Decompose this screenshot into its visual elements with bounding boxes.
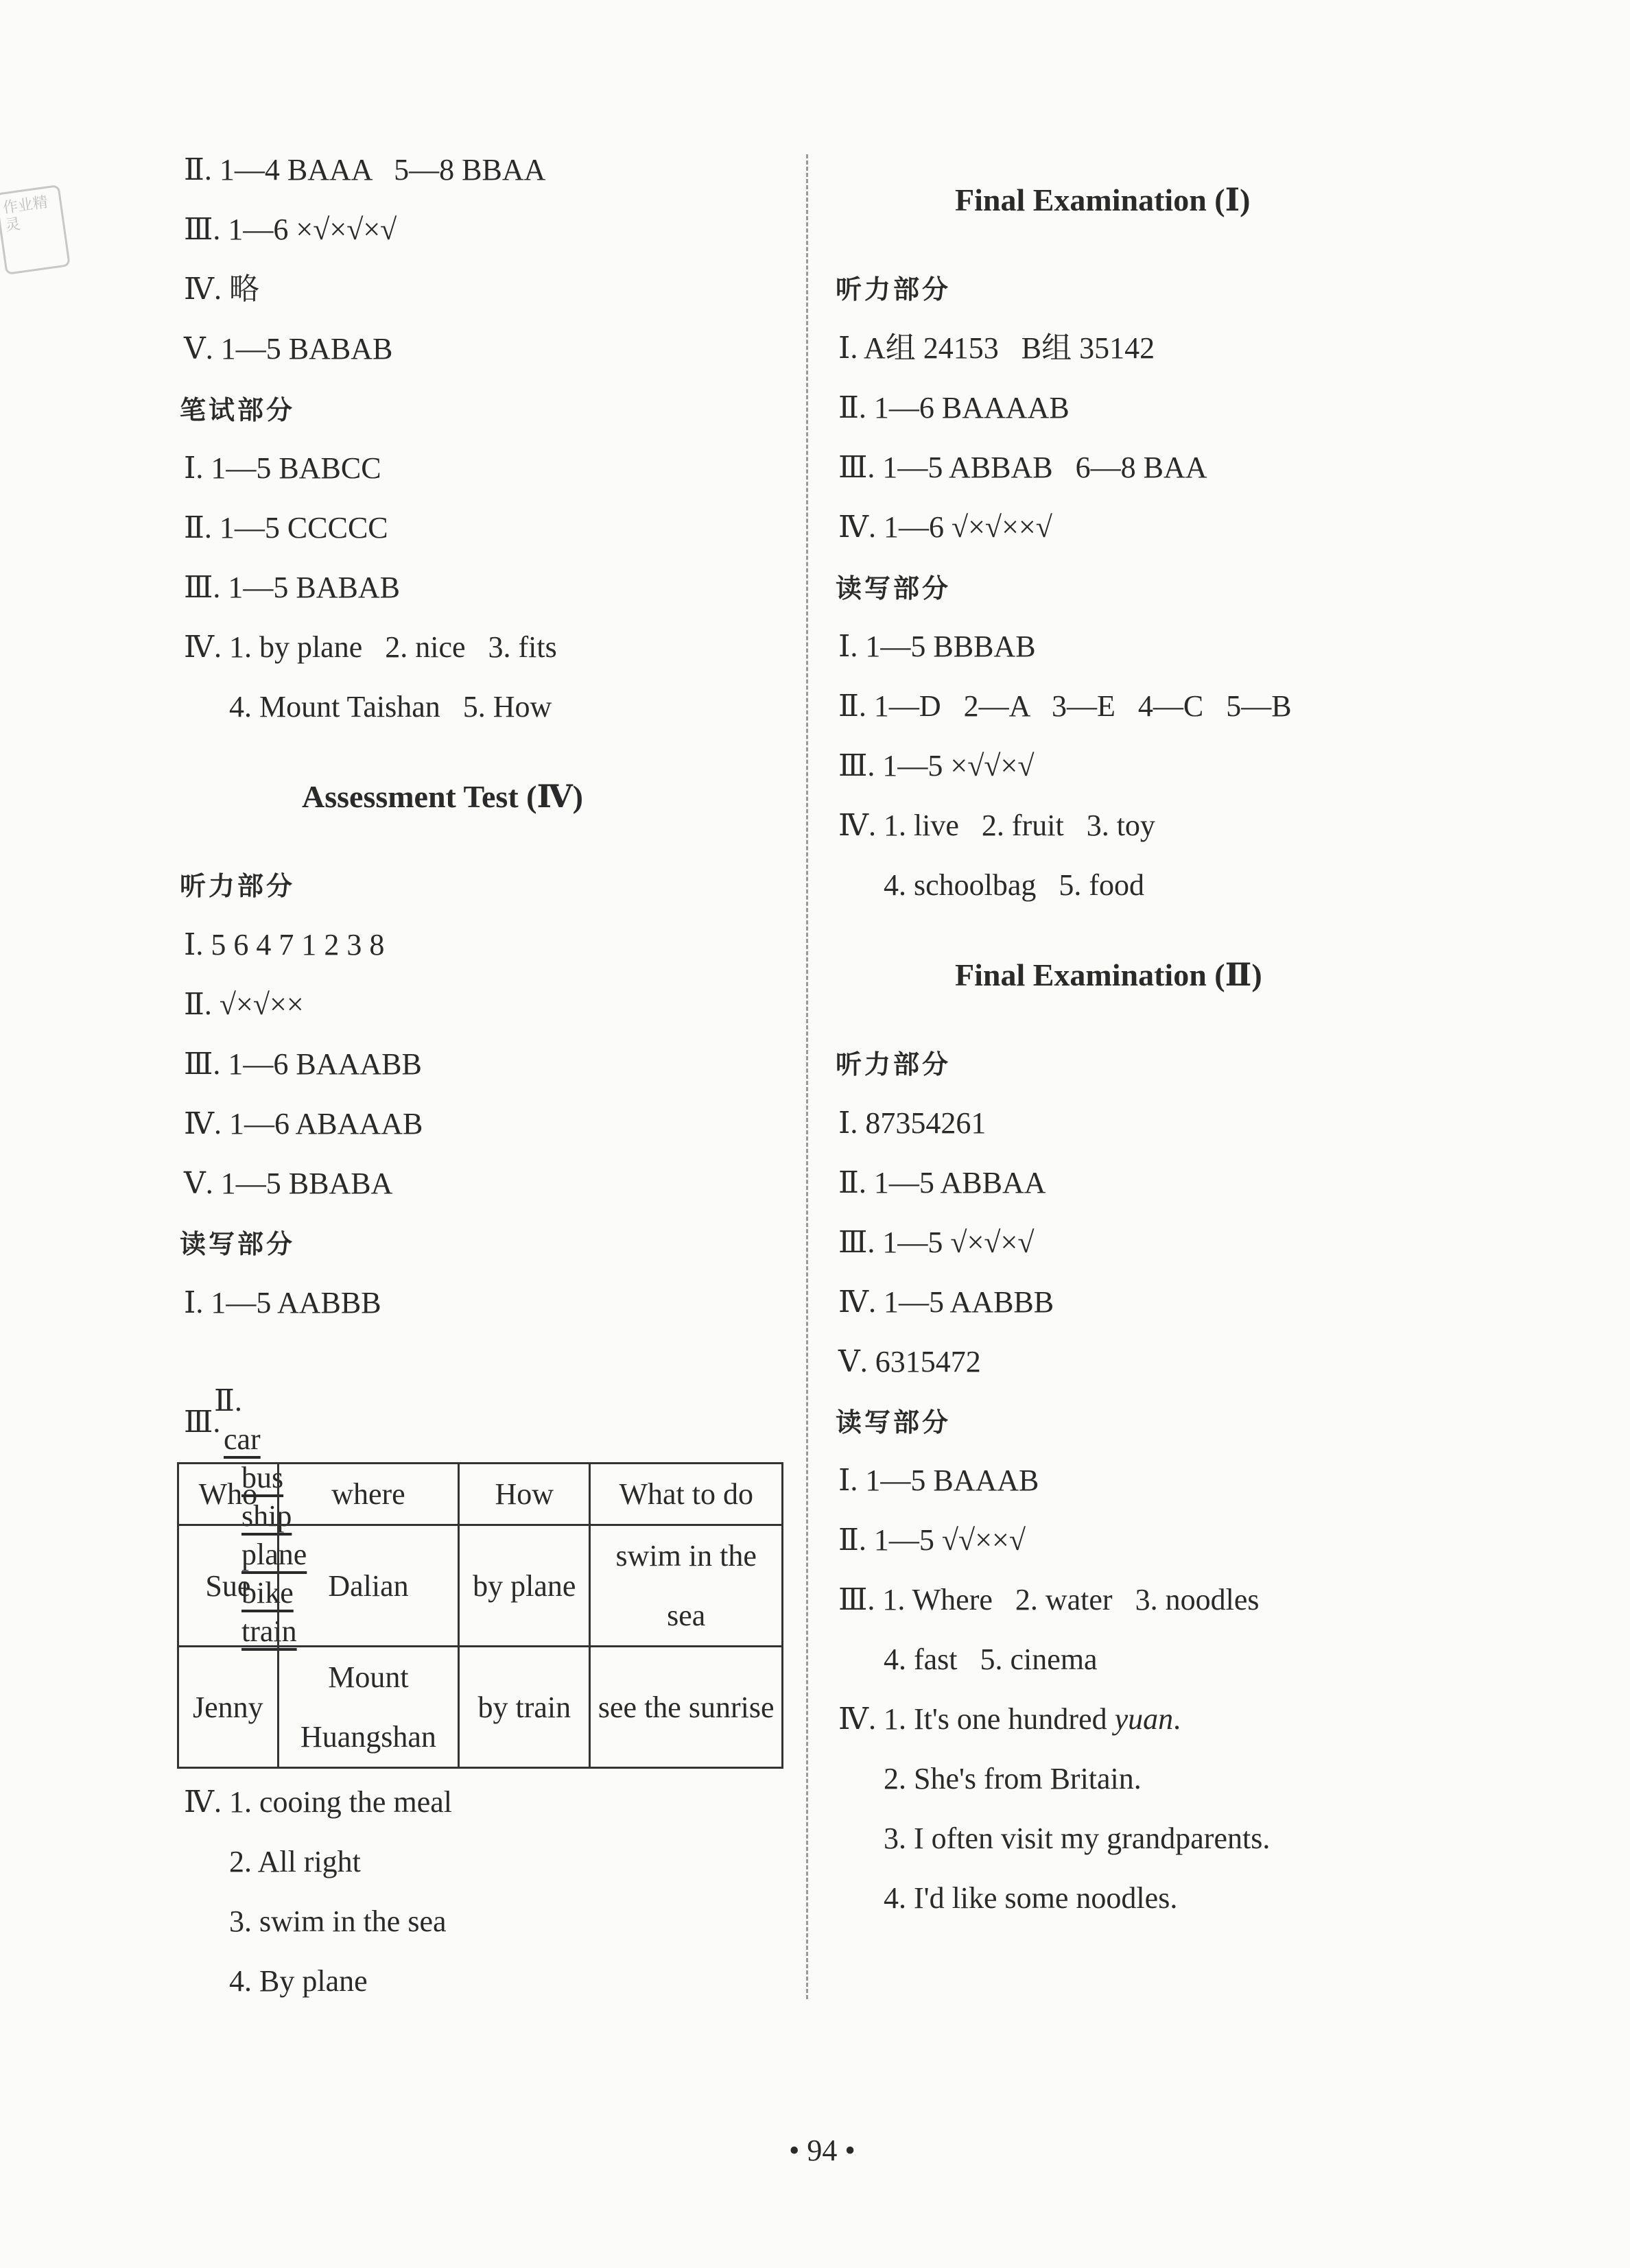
vocab-word: train [241, 1614, 297, 1648]
answer-line: Ⅰ. 87354261 [838, 1106, 987, 1140]
table-header: where [278, 1464, 458, 1525]
table-cell: by plane [459, 1525, 590, 1647]
stamp-watermark: 作业精灵 [0, 184, 71, 275]
answer-line: 2. All right [184, 1845, 361, 1878]
section-heading: 听力部分 [836, 274, 952, 305]
table-cell: Jenny [178, 1647, 279, 1768]
table-header: How [459, 1464, 590, 1525]
vocab-word: ship [241, 1499, 292, 1533]
answer-line: Ⅴ. 1—5 BABAB [184, 332, 393, 366]
table-cell: swim in the sea [590, 1525, 783, 1647]
answer-line: 2. She's from Britain. [838, 1762, 1142, 1795]
table-header: What to do [590, 1464, 783, 1525]
answer-line: 4. I'd like some noodles. [838, 1881, 1178, 1915]
answer-line: Ⅲ. 1—5 ABBAB 6—8 BAA [838, 451, 1207, 484]
table-cell: see the sunrise [590, 1647, 783, 1768]
answer-line: Ⅱ. 1—D 2—A 3—E 4—C 5—B [838, 689, 1292, 723]
vocab-word: bike [241, 1576, 294, 1610]
answer-line: 4. fast 5. cinema [838, 1643, 1098, 1676]
table-cell: Mount Huangshan [278, 1647, 458, 1768]
section-heading: 听力部分 [180, 871, 296, 901]
vocab-word: plane [241, 1538, 307, 1571]
answer-line: Ⅱ. 1—6 BAAAAB [838, 391, 1070, 425]
answer-line: Ⅱ. 1—5 CCCCC [184, 511, 388, 545]
section-heading: 读写部分 [836, 573, 952, 604]
answer-line: Ⅱ. 1—5 ABBAA [838, 1166, 1046, 1199]
answer-line: Ⅳ. 略 [184, 272, 259, 306]
answer-line: Ⅰ. A组 24153 B组 35142 [838, 331, 1155, 365]
vocab-word: bus [241, 1461, 284, 1494]
table-cell: Dalian [278, 1525, 458, 1647]
answer-line: Ⅳ. 1. cooing the meal [184, 1785, 452, 1819]
table-cell: Sue [178, 1525, 279, 1647]
answer-suffix: . [1173, 1702, 1181, 1736]
answer-line: 3. swim in the sea [184, 1905, 447, 1938]
line-prefix: Ⅱ. [214, 1384, 242, 1418]
answer-prefix: Ⅳ. 1. It's one hundred [838, 1702, 1115, 1736]
answer-line: Ⅳ. 1. by plane 2. nice 3. fits [184, 630, 557, 664]
answer-line: Ⅳ. 1—6 ABAAAB [184, 1107, 423, 1141]
answer-line: Ⅰ. 1—5 AABBB [184, 1286, 381, 1320]
test-title: Final Examination (Ⅱ) [955, 957, 1262, 992]
answer-table [177, 1462, 783, 1769]
answer-line: Ⅴ. 1—5 BBABA [184, 1167, 393, 1200]
answer-line: Ⅰ. 5 6 4 7 1 2 3 8 [184, 928, 385, 962]
table-header-row [178, 1464, 783, 1525]
answer-line: 3. I often visit my grandparents. [838, 1822, 1271, 1855]
answer-line: Ⅰ. 1—5 BABCC [184, 451, 381, 485]
answer-line: Ⅲ. [184, 1405, 221, 1439]
answer-line: Ⅲ. 1—5 BABAB [184, 571, 401, 604]
table-cell: by train [459, 1647, 590, 1768]
section-heading: 笔试部分 [180, 395, 296, 425]
answer-line: Ⅰ. 1—5 BBBAB [838, 630, 1036, 663]
answer-line: Ⅳ. 1—5 AABBB [838, 1285, 1054, 1319]
test-title: Assessment Test (Ⅳ) [302, 779, 583, 814]
table-row [178, 1647, 783, 1768]
column-divider [806, 154, 808, 1999]
section-heading: 读写部分 [836, 1407, 952, 1437]
page-number: • 94 • [789, 2134, 855, 2167]
table-header: Who [178, 1464, 279, 1525]
answer-line: Ⅲ. 1—5 ×√√×√ [838, 749, 1035, 783]
answer-line: Ⅲ. 1—5 √×√×√ [838, 1226, 1035, 1259]
answer-line: 4. Mount Taishan 5. How [184, 690, 552, 724]
vocab-word: car [224, 1422, 261, 1456]
table-row [178, 1525, 783, 1647]
answer-line: 4. By plane [184, 1964, 368, 1998]
answer-line: Ⅴ. 6315472 [838, 1345, 981, 1378]
answer-line: Ⅲ. 1. Where 2. water 3. noodles [838, 1583, 1260, 1616]
italic-word: yuan [1114, 1702, 1174, 1736]
answer-line: Ⅰ. 1—5 BAAAB [838, 1464, 1039, 1497]
answer-line: Ⅳ. 1—6 √×√××√ [838, 510, 1052, 544]
answer-line: Ⅲ. 1—6 ×√×√×√ [184, 213, 397, 246]
answer-line: Ⅱ. 1—5 √√××√ [838, 1523, 1026, 1557]
answer-line: Ⅳ. 1. live 2. fruit 3. toy [838, 809, 1155, 842]
section-heading: 听力部分 [836, 1049, 952, 1079]
answer-line: Ⅱ. 1—4 BAAA 5—8 BBAA [184, 153, 546, 187]
answer-line: 4. schoolbag 5. food [838, 868, 1145, 902]
test-title: Final Examination (Ⅰ) [955, 182, 1251, 217]
section-heading: 读写部分 [180, 1229, 296, 1259]
answer-line [838, 1700, 1181, 1739]
answer-line: Ⅱ. √×√×× [184, 988, 304, 1021]
answer-line: Ⅲ. 1—6 BAAABB [184, 1047, 422, 1081]
